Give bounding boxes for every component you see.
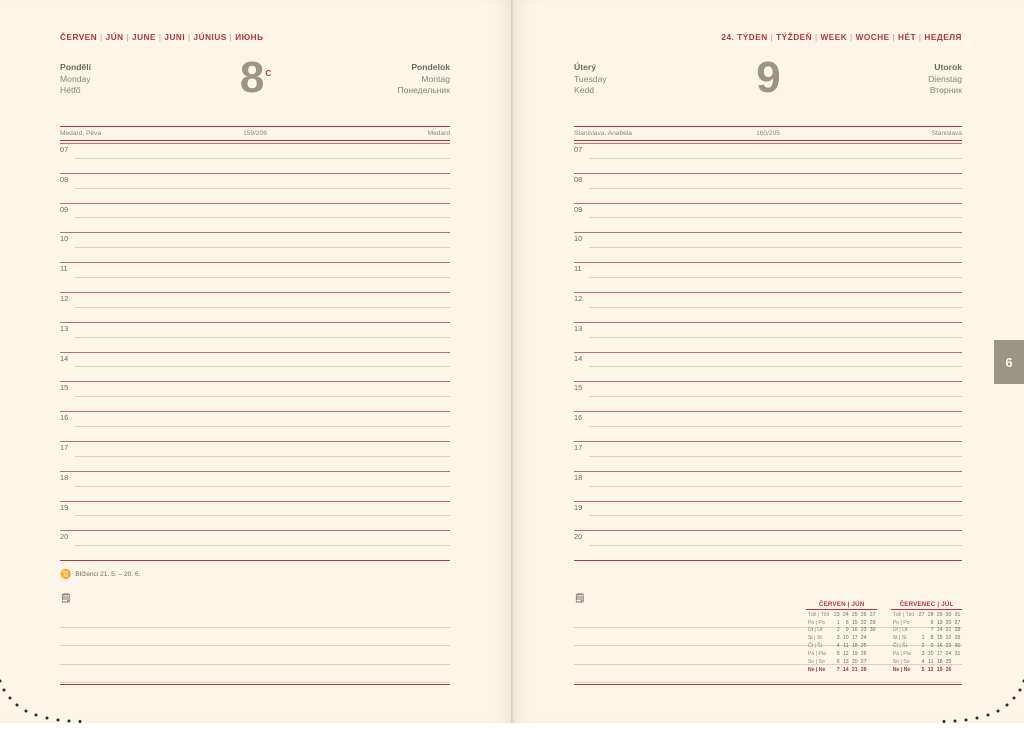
hour-row[interactable] [574, 381, 962, 411]
month-header: ČERVEN | JÚN | JUNE | JUNI | JÚNIUS | ИЮНЬ [60, 0, 450, 42]
nameday-sk: Medard [428, 130, 450, 137]
memo-line[interactable] [60, 646, 450, 665]
day-number [574, 53, 962, 103]
month-header-en: JUNE [132, 33, 156, 42]
hour-row[interactable] [60, 322, 450, 352]
page-bottom-rule-right [574, 684, 962, 685]
weekday-en: Monday [60, 74, 450, 86]
hour-row[interactable] [574, 471, 962, 501]
nameday-cs: Medard, Pěva [60, 130, 101, 137]
hour-row[interactable] [60, 501, 450, 531]
weekday-hu: Kedd [574, 85, 962, 97]
book-gutter [511, 0, 513, 723]
weekday-sk: Utorok [928, 62, 962, 74]
hour-label: 12 [60, 294, 68, 303]
week-header-hu: HÉT [898, 33, 916, 42]
weekday-de: Dienstag [928, 74, 962, 86]
corner-dots-left [0, 669, 116, 729]
hour-label: 09 [60, 205, 68, 214]
hour-row[interactable] [574, 143, 962, 173]
month-header-ru: ИЮНЬ [235, 33, 263, 42]
hour-label: 17 [60, 443, 68, 452]
hour-row[interactable] [574, 322, 962, 352]
hour-label: 11 [60, 264, 68, 273]
twins-icon: ♊ [60, 570, 71, 579]
hour-label: 19 [60, 503, 68, 512]
month-header-sk: JÚN [106, 33, 124, 42]
mini-row: Ne | Ne 5 12 19 26 [891, 667, 962, 675]
right-page [512, 0, 1024, 723]
hour-row[interactable] [574, 501, 962, 531]
mini-calendar-title: ČERVENEC | JÚL [891, 601, 962, 610]
zodiac-note [60, 561, 450, 585]
mini-row: Pá | Pia 5 12 19 26 [806, 651, 877, 659]
hour-row[interactable] [574, 173, 962, 203]
hour-label: 20 [574, 532, 582, 541]
mini-row: St | St 3 10 17 24 [806, 635, 877, 643]
daycount: 159/206 [60, 130, 450, 137]
mini-row: Pá | Pia 3 10 17 24 31 [891, 651, 962, 659]
hour-label: 18 [60, 473, 68, 482]
hour-label: 08 [574, 175, 582, 184]
hour-label: 19 [574, 503, 582, 512]
month-tab[interactable] [994, 340, 1024, 384]
hour-row[interactable] [574, 203, 962, 233]
hour-row[interactable] [574, 530, 962, 560]
hour-row[interactable] [574, 411, 962, 441]
hour-label: 07 [574, 145, 582, 154]
month-header-cs: ČERVEN [60, 33, 97, 42]
hour-row[interactable] [60, 173, 450, 203]
weekday-cs: Úterý [574, 62, 962, 74]
mini-row: Ne | Ne 7 14 21 28 [806, 667, 877, 675]
nameday-strip-left [60, 126, 450, 141]
memo-line[interactable] [60, 665, 450, 684]
memo-line[interactable] [60, 609, 450, 628]
mini-calendar-title: ČERVEN | JÚN [806, 601, 877, 610]
hour-label: 14 [574, 354, 582, 363]
hour-label: 09 [574, 205, 582, 214]
mini-row: Po | Po 1 8 15 22 29 [806, 619, 877, 627]
hour-row[interactable] [60, 441, 450, 471]
month-tab-label: 6 [1005, 355, 1012, 370]
left-page [0, 0, 512, 723]
mini-calendars [806, 601, 962, 675]
day-header-left [60, 62, 450, 122]
hour-grid-left [60, 143, 450, 561]
hour-label: 17 [574, 443, 582, 452]
hour-row[interactable] [60, 352, 450, 382]
hour-row[interactable] [60, 292, 450, 322]
memo-lines-left[interactable] [60, 609, 450, 683]
hour-label: 11 [574, 264, 582, 273]
nameday-cs: Stanislava, Anabela [574, 130, 632, 137]
week-header-en: WEEK [820, 33, 847, 42]
page-bottom-rule-left [60, 684, 450, 685]
week-header: 24. TÝDEN | TÝŽDEŇ | WEEK | WOCHE | HÉT | НЕДЕЛЯ [574, 0, 962, 42]
weekday-ru: Понедельник [397, 85, 450, 97]
mini-row: Tdž | Tžd 23 24 25 26 27 [806, 611, 877, 619]
hour-row[interactable] [60, 411, 450, 441]
hour-row[interactable] [574, 232, 962, 262]
mini-calendar-june [806, 601, 877, 675]
mini-row: Út | Ut 7 14 21 28 [891, 627, 962, 635]
mini-row: Čt | Št 2 9 16 23 30 [891, 643, 962, 651]
mini-row: So | So 4 11 18 25 [891, 659, 962, 667]
month-header-de: JUNI [164, 33, 185, 42]
weekday-ru: Вторник [928, 85, 962, 97]
hour-label: 08 [60, 175, 68, 184]
hour-label: 13 [60, 324, 68, 333]
note-icon: 🗒 [574, 594, 585, 603]
hour-grid-right [574, 143, 962, 561]
day-number [60, 53, 450, 103]
hour-row[interactable] [574, 262, 962, 292]
hour-row[interactable] [574, 352, 962, 382]
hour-label: 13 [574, 324, 582, 333]
hour-label: 15 [60, 383, 68, 392]
week-header-de: WOCHE [856, 33, 890, 42]
week-header-ru: НЕДЕЛЯ [924, 33, 962, 42]
day-number-value: 8 [240, 53, 263, 102]
hour-row[interactable] [574, 292, 962, 322]
mini-calendar-table [891, 611, 962, 675]
weekday-cs: Pondělí [60, 62, 450, 74]
hour-row[interactable] [60, 232, 450, 262]
zodiac-note-text: Blíženci 21. 5. – 20. 6. [75, 571, 140, 578]
corner-dots-right [908, 669, 1024, 729]
mini-row: Čt | Št 4 11 18 25 [806, 643, 877, 651]
mini-row: Po | Po 6 13 20 27 [891, 619, 962, 627]
nameday-strip-right [574, 126, 962, 141]
hour-label: 10 [60, 234, 68, 243]
mini-calendar-july [891, 601, 962, 675]
month-header-hu: JÚNIUS [194, 33, 227, 42]
weekday-hu: Hétfő [60, 85, 450, 97]
hour-label: 16 [574, 413, 582, 422]
spacer-row-right [574, 561, 962, 585]
week-header-cs: 24. TÝDEN [721, 33, 767, 42]
hour-row[interactable] [60, 381, 450, 411]
mini-row: Tdž | Tžd 27 28 29 30 31 [891, 611, 962, 619]
hour-label: 07 [60, 145, 68, 154]
hour-row[interactable] [60, 530, 450, 560]
hour-row[interactable] [60, 203, 450, 233]
hour-label: 12 [574, 294, 582, 303]
weekday-en: Tuesday [574, 74, 962, 86]
daycount: 160/205 [574, 130, 962, 137]
hour-row[interactable] [60, 143, 450, 173]
week-header-sk: TÝŽDEŇ [776, 33, 812, 42]
hour-label: 18 [574, 473, 582, 482]
weekday-sk: Pondelok [397, 62, 450, 74]
mini-row: St | St 1 8 15 22 29 [891, 635, 962, 643]
day-number-value: 9 [756, 53, 779, 102]
hour-label: 16 [60, 413, 68, 422]
nameday-sk: Stanislava [932, 130, 962, 137]
hour-label: 15 [574, 383, 582, 392]
mini-row: Út | Ut 2 9 16 23 30 [806, 627, 877, 635]
day-number-superscript: C [265, 69, 270, 78]
hour-row[interactable] [60, 262, 450, 292]
hour-label: 10 [574, 234, 582, 243]
hour-row[interactable] [60, 471, 450, 501]
hour-label: 20 [60, 532, 68, 541]
day-header-right [574, 62, 962, 122]
mini-row: So | So 6 13 20 27 [806, 659, 877, 667]
memo-row-left[interactable] [60, 585, 450, 609]
weekday-de: Montag [397, 74, 450, 86]
memo-line[interactable] [60, 628, 450, 647]
mini-calendar-table [806, 611, 877, 675]
note-icon: 🗒 [60, 594, 71, 603]
hour-row[interactable] [574, 441, 962, 471]
hour-label: 14 [60, 354, 68, 363]
